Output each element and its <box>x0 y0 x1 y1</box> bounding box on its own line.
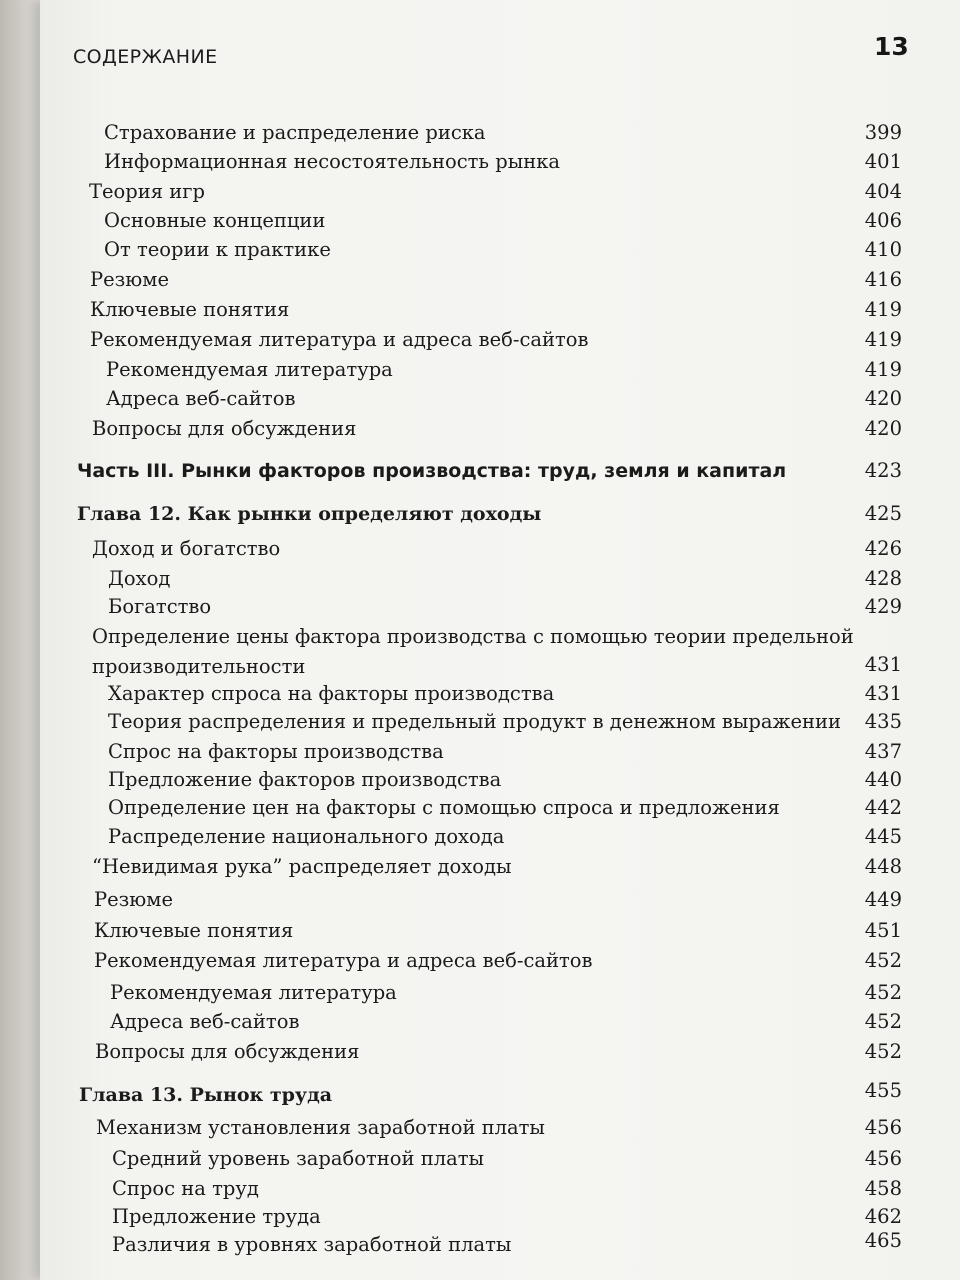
toc-entry-title: Средний уровень заработной платы <box>112 1147 485 1170</box>
toc-entry-page: 416 <box>864 268 902 291</box>
page-number: 13 <box>874 32 909 61</box>
toc-entry-page: 437 <box>864 740 902 763</box>
toc-entry-page: 455 <box>864 1079 902 1102</box>
toc-entry-page: 425 <box>864 502 902 525</box>
toc-entry-page: 452 <box>864 949 902 972</box>
toc-entry-page: 452 <box>864 981 902 1004</box>
toc-entry-page: 429 <box>864 595 902 618</box>
toc-entry <box>40 948 960 980</box>
toc-chapter-title: Глава 12. Как рынки определяют доходы <box>77 503 542 525</box>
toc-entry-page: 399 <box>864 121 902 144</box>
toc-entry-page: 458 <box>864 1177 902 1200</box>
toc-chapter-entry <box>40 1079 960 1114</box>
toc-entry-page: 410 <box>864 238 902 261</box>
toc-entry-page: 406 <box>864 209 902 232</box>
toc-part-entry <box>40 458 960 490</box>
toc-entry-title: Теория игр <box>89 180 205 203</box>
toc-entry-title: Рекомендуемая литература <box>110 981 397 1004</box>
toc-entry <box>40 208 960 240</box>
toc-entry-title: Предложение труда <box>112 1205 321 1228</box>
toc-entry-page: 456 <box>864 1116 902 1139</box>
book-page <box>40 0 960 1280</box>
toc-entry-title: “Невидимая рука” распределяет доходы <box>92 855 512 878</box>
toc-entry-page: 423 <box>864 459 902 482</box>
toc-entry-title: Вопросы для обсуждения <box>92 417 357 440</box>
toc-entry-page: 431 <box>864 682 902 705</box>
toc-entry-title: Ключевые понятия <box>90 298 290 321</box>
toc-entry-page: 431 <box>864 653 902 676</box>
toc-entry <box>40 357 960 389</box>
toc-entry-title: Доход и богатство <box>92 537 281 560</box>
toc-entry-wrapped <box>40 622 960 682</box>
toc-entry <box>40 709 960 741</box>
toc-entry-title: Резюме <box>90 268 169 291</box>
toc-entry-page: 452 <box>864 1040 902 1063</box>
toc-entry <box>40 237 960 269</box>
toc-entry-title: Различия в уровнях заработной платы <box>112 1233 512 1256</box>
toc-entry-page: 428 <box>864 567 902 590</box>
toc-entry-page: 449 <box>864 888 902 911</box>
toc-entry-page: 462 <box>864 1205 902 1228</box>
toc-entry-page: 419 <box>864 298 902 321</box>
toc-chapter-title: Глава 13. Рынок труда <box>79 1084 333 1106</box>
toc-entry-title-line: Определение цены фактора производства с помощью теории предельной <box>92 625 854 648</box>
running-title: СОДЕРЖАНИЕ <box>73 46 218 68</box>
toc-entry <box>40 1009 960 1041</box>
toc-entry <box>40 1146 960 1178</box>
toc-entry-title: Предложение факторов производства <box>108 768 502 791</box>
toc-entry-page: 419 <box>864 358 902 381</box>
toc-entry <box>40 1229 960 1264</box>
toc-entry <box>40 1039 960 1071</box>
toc-entry-title: Теория распределения и предельный продукт в денежном выражении <box>108 710 842 733</box>
toc-entry-title: Определение цен на факторы с помощью спроса и предложения <box>108 796 780 819</box>
toc-entry-page: 404 <box>864 180 902 203</box>
toc-entry <box>40 386 960 418</box>
toc-entry <box>40 824 960 856</box>
toc-entry <box>40 416 960 448</box>
toc-entry-page: 452 <box>864 1010 902 1033</box>
toc-entry-title: Рекомендуемая литература <box>106 358 393 381</box>
toc-entry-page: 442 <box>864 796 902 819</box>
toc-part-title: Часть III. Рынки факторов производства: труд, земля и капитал <box>77 460 787 482</box>
toc-entry-title: Страхование и распределение риска <box>104 121 486 144</box>
toc-entry-page: 456 <box>864 1147 902 1170</box>
book-spine-shadow <box>0 0 40 1280</box>
toc-entry-page: 465 <box>864 1229 902 1252</box>
toc-entry <box>40 980 960 1012</box>
toc-entry <box>40 1115 960 1147</box>
toc-entry <box>40 149 960 181</box>
toc-entry-page: 448 <box>864 855 902 878</box>
toc-entry-title: Информационная несостоятельность рынка <box>104 150 561 173</box>
toc-entry-page: 440 <box>864 768 902 791</box>
toc-entry <box>40 795 960 827</box>
toc-entry <box>40 536 960 568</box>
toc-entry-title: Спрос на факторы производства <box>108 740 444 763</box>
toc-entry-title: Рекомендуемая литература и адреса веб-сайтов <box>90 328 589 351</box>
toc-entry-title: Характер спроса на факторы производства <box>108 682 555 705</box>
toc-entry <box>40 120 960 152</box>
toc-entry-page: 445 <box>864 825 902 848</box>
toc-entry-page: 420 <box>864 417 902 440</box>
toc-chapter-entry <box>40 501 960 533</box>
toc-entry-title: Адреса веб-сайтов <box>106 387 296 410</box>
toc-entry-title-line: производительности <box>92 655 306 678</box>
toc-entry-page: 451 <box>864 919 902 942</box>
toc-entry-title: Распределение национального дохода <box>108 825 505 848</box>
toc-entry-title: Вопросы для обсуждения <box>95 1040 360 1063</box>
toc-entry <box>40 918 960 950</box>
toc-entry-page: 401 <box>864 150 902 173</box>
toc-entry-page: 419 <box>864 328 902 351</box>
toc-entry <box>40 297 960 329</box>
toc-entry-title: Богатство <box>108 595 212 618</box>
toc-entry-page: 435 <box>864 710 902 733</box>
toc-entry-title: Механизм установления заработной платы <box>96 1116 545 1139</box>
toc-entry-title: Спрос на труд <box>112 1177 259 1200</box>
toc-entry-title: От теории к практике <box>104 238 331 261</box>
toc-entry <box>40 887 960 919</box>
toc-entry-title: Рекомендуемая литература и адреса веб-сайтов <box>94 949 593 972</box>
toc-entry-title: Ключевые понятия <box>94 919 294 942</box>
toc-entry <box>40 327 960 359</box>
toc-entry-title: Основные концепции <box>104 209 326 232</box>
toc-entry-title: Доход <box>108 567 171 590</box>
toc-entry <box>40 854 960 886</box>
toc-entry <box>40 179 960 211</box>
toc-entry <box>40 267 960 299</box>
toc-entry-page: 426 <box>864 537 902 560</box>
toc-entry-title <box>92 622 854 682</box>
toc-entry-title: Адреса веб-сайтов <box>110 1010 300 1033</box>
toc-entry-title: Резюме <box>94 888 173 911</box>
toc-entry-page: 420 <box>864 387 902 410</box>
